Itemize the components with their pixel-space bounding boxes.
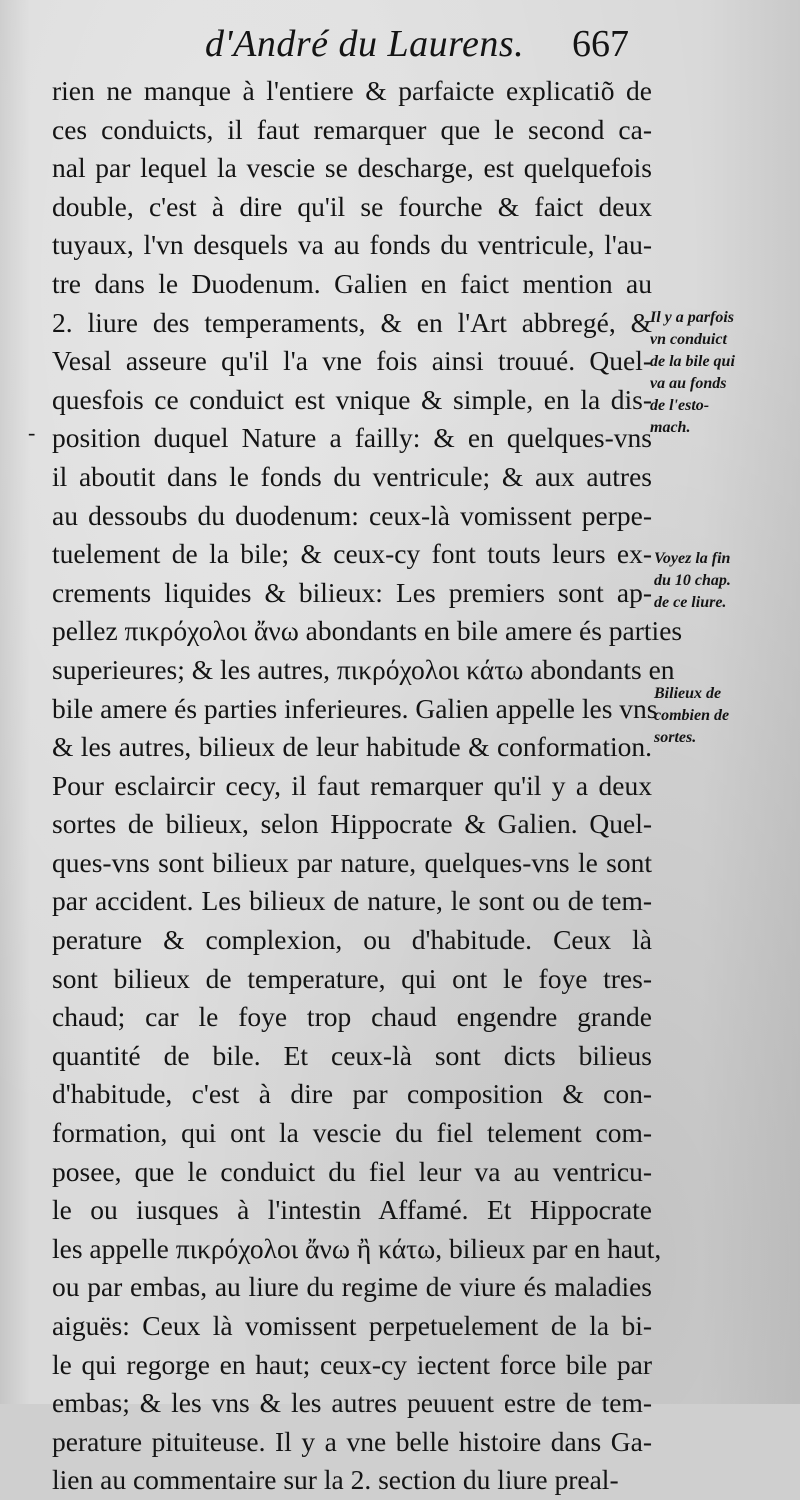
gloss-line: mach. — [650, 419, 691, 436]
margin-gloss-bilious-kinds — [654, 683, 729, 749]
text-line: le qui regorge en haut; ceux-cy iectent force bile par — [52, 1348, 652, 1380]
text-line: 2. liure des temperaments, & en l'Art abbregé, & — [52, 306, 652, 338]
text-line: lien au commentaire sur la 2. section du liure preal- — [52, 1464, 619, 1496]
text-line: par accident. Les bilieux de nature, le sont ou de tem- — [52, 885, 652, 917]
text-line: position duquel Nature a failly: & en quelques-vns — [52, 422, 652, 454]
text-line: perature pituiteuse. Il y a vne belle histoire dans Ga- — [52, 1425, 652, 1457]
text-line: pellez πικρόχολοι ἄνω abondants en bile amere és parties — [52, 615, 683, 647]
gloss-line: combien de — [654, 707, 730, 724]
text-line: embas; & les vns & les autres peuuent estre de tem- — [52, 1387, 652, 1419]
gloss-line: Voyez la fin — [654, 550, 731, 567]
text-line: rien ne manque à l'entiere & parfaicte explicatiõ de — [52, 75, 652, 106]
gloss-line: vn conduict — [650, 331, 727, 348]
text-line: sortes de bilieux, selon Hippocrate & Galien. Quel- — [52, 808, 652, 840]
page-number: 667 — [572, 23, 629, 65]
page-header — [0, 18, 800, 74]
running-head: d'André du Laurens. — [205, 23, 525, 65]
gloss-line: Bilieux de — [654, 685, 722, 702]
text-line: aiguës: Ceux là vomissent perpetuelement de la bi- — [52, 1310, 652, 1341]
gloss-line: de ce liure. — [654, 594, 727, 611]
text-line: superieures; & les autres, πικρόχολοι κάτω abondants en — [52, 653, 675, 685]
text-line: sont bilieux de temperature, qui ont le foye tres- — [52, 962, 652, 994]
text-line: d'habitude, c'est à dire par composition & con- — [52, 1078, 652, 1110]
text-line: chaud; car le foye trop chaud engendre grande — [52, 1001, 652, 1033]
text-line: double, c'est à dire qu'il se fourche & faict deux — [52, 190, 652, 222]
text-line: les appelle πικρόχολοι ἄνω ἢ κάτω, bilieux par en haut, — [52, 1232, 662, 1264]
text-line: ou par embas, au liure du regime de viure és maladies — [52, 1271, 652, 1303]
text-line: il aboutit dans le fonds du ventricule; & aux autres — [52, 460, 652, 492]
gloss-line: sortes. — [654, 729, 697, 746]
text-line: posee, que le conduict du fiel leur va au ventricu- — [52, 1155, 652, 1187]
text-line: tre dans le Duodenum. Galien en faict mention au — [52, 267, 652, 299]
margin-dash-mark: - — [28, 420, 36, 445]
text-line: & les autres, bilieux de leur habitude & conformation. — [52, 731, 652, 763]
text-line: au dessoubs du duodenum: ceux-là vomissent perpe- — [52, 499, 652, 531]
text-line: crements liquides & bilieux: Les premiers sont ap- — [52, 576, 652, 608]
margin-gloss-bile-duct — [650, 307, 735, 439]
gloss-line: du 10 chap. — [654, 572, 731, 589]
text-line: ces conduicts, il faut remarquer que le second ca- — [52, 113, 652, 145]
text-line: quantité de bile. Et ceux-là sont dicts bilieus — [52, 1039, 652, 1071]
text-line: Vesal asseure qu'il l'a vne fois ainsi trouué. Quel- — [52, 345, 652, 377]
text-line: bile amere és parties inferieures. Galien appelle les vns — [52, 692, 658, 724]
text-line: Pour esclaircir cecy, il faut remarquer qu'il y a deux — [52, 769, 652, 801]
text-line: le ou iusques à l'intestin Affamé. Et Hippocrate — [52, 1194, 652, 1226]
text-line: nal par lequel la vescie se descharge, est quelquefois — [52, 152, 652, 184]
text-line: tuyaux, l'vn desquels va au fonds du ventricule, l'au- — [52, 229, 652, 261]
text-line: perature & complexion, ou d'habitude. Ceux là — [52, 924, 652, 956]
gloss-line: de la bile qui — [650, 353, 735, 370]
text-line: ques-vns sont bilieux par nature, quelques-vns le sont — [52, 846, 652, 878]
margin-gloss-cross-reference — [654, 548, 731, 614]
gloss-line: Il y a parfois — [650, 309, 734, 326]
text-line: quesfois ce conduict est vnique & simple, en la dis- — [52, 383, 652, 415]
text-line: tuelement de la bile; & ceux-cy font touts leurs ex- — [52, 538, 652, 570]
text-line: formation, qui ont la vescie du fiel telement com- — [52, 1117, 652, 1149]
gloss-line: va au fonds — [650, 375, 727, 392]
gloss-line: de l'esto- — [650, 397, 710, 414]
